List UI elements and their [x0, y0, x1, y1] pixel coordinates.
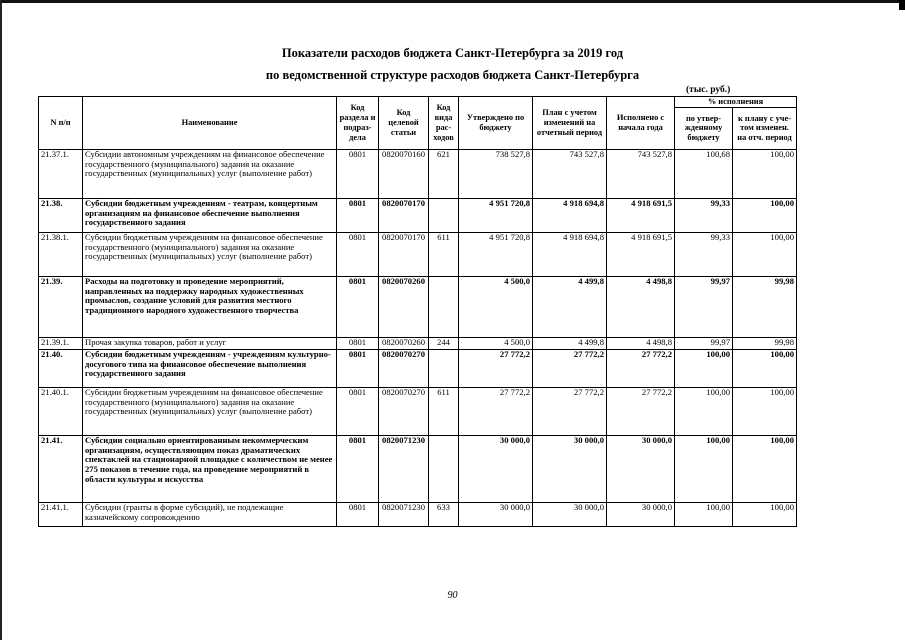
- scan-corner-mark: [899, 0, 905, 10]
- cell-name: Субсидии бюджетным учреждениям на финансовое обеспечение государственного (муниципального) задания на оказание государственных (муниципальных) услуг (выполнение работ): [83, 387, 337, 435]
- cell-pct-plan: 100,00: [733, 387, 797, 435]
- cell-num: 21.38.: [39, 198, 83, 232]
- cell-plan: 30 000,0: [533, 502, 607, 526]
- cell-type: [429, 198, 459, 232]
- cell-approved: 4 951 720,8: [459, 198, 533, 232]
- cell-approved: 4 500,0: [459, 337, 533, 349]
- cell-pct-approved: 100,68: [675, 149, 733, 198]
- cell-plan: 4 918 694,8: [533, 198, 607, 232]
- cell-approved: 4 500,0: [459, 276, 533, 337]
- units-label: (тыс. руб.): [686, 85, 731, 95]
- cell-section: 0801: [337, 232, 379, 276]
- cell-plan: 4 499,8: [533, 337, 607, 349]
- cell-executed: 4 918 691,5: [607, 198, 675, 232]
- header-approved: Утверждено по бюджету: [459, 97, 533, 150]
- cell-plan: 4 918 694,8: [533, 232, 607, 276]
- table-row: [39, 502, 797, 526]
- cell-name: Субсидии автономным учреждениям на финансовое обеспечение государственного (муниципального) задания на оказание государственных (муниципальных) услуг (выполнение работ): [83, 149, 337, 198]
- cell-target: 0820071230: [379, 502, 429, 526]
- cell-name: Субсидии бюджетным учреждениям - театрам, концертным организациям на финансовое обеспечение выполнения государственного задания: [83, 198, 337, 232]
- cell-pct-approved: 100,00: [675, 502, 733, 526]
- table-row: [39, 198, 797, 232]
- cell-executed: 30 000,0: [607, 435, 675, 502]
- cell-num: 21.38.1.: [39, 232, 83, 276]
- cell-plan: 743 527,8: [533, 149, 607, 198]
- cell-type: 611: [429, 387, 459, 435]
- cell-target: 0820070270: [379, 387, 429, 435]
- cell-section: 0801: [337, 435, 379, 502]
- cell-num: 21.37.1.: [39, 149, 83, 198]
- cell-num: 21.41.1.: [39, 502, 83, 526]
- scan-edge-left: [0, 0, 2, 640]
- header-type-code: Код вида рас-ходов: [429, 97, 459, 150]
- cell-executed: 30 000,0: [607, 502, 675, 526]
- cell-pct-plan: 100,00: [733, 149, 797, 198]
- cell-num: 21.41.: [39, 435, 83, 502]
- cell-section: 0801: [337, 387, 379, 435]
- cell-approved: 27 772,2: [459, 387, 533, 435]
- cell-pct-plan: 100,00: [733, 349, 797, 387]
- cell-target: 0820070160: [379, 149, 429, 198]
- cell-name: Субсидии бюджетным учреждениям на финансовое обеспечение государственного (муниципального) задания на оказание государственных (муниципальных) услуг (выполнение работ): [83, 232, 337, 276]
- cell-num: 21.40.1.: [39, 387, 83, 435]
- cell-section: 0801: [337, 198, 379, 232]
- cell-section: 0801: [337, 276, 379, 337]
- header-pct-group: % исполнения: [675, 97, 797, 108]
- cell-name: Прочая закупка товаров, работ и услуг: [83, 337, 337, 349]
- table-row: [39, 276, 797, 337]
- cell-name: Субсидии социально ориентированным некоммерческим организациям, осуществляющим показ драматических спектаклей на стационарной площадке с количеством не менее 275 показов в течение года, на проведение мероприятий в области культуры и искусства: [83, 435, 337, 502]
- cell-pct-plan: 100,00: [733, 502, 797, 526]
- cell-approved: 30 000,0: [459, 435, 533, 502]
- header-section-code: Код раздела и подраз-дела: [337, 97, 379, 150]
- header-pct-plan: к плану с уче-том изменен. на отч. период: [733, 107, 797, 149]
- cell-name: Субсидии (гранты в форме субсидий), не подлежащие казначейскому сопровождению: [83, 502, 337, 526]
- cell-pct-approved: 100,00: [675, 387, 733, 435]
- header-plan: План с учетом изменений на отчетный период: [533, 97, 607, 150]
- document-subtitle: по ведомственной структуре расходов бюджета Санкт-Петербурга: [265, 68, 640, 82]
- cell-type: [429, 349, 459, 387]
- table-row: [39, 349, 797, 387]
- cell-pct-approved: 99,33: [675, 198, 733, 232]
- cell-type: 611: [429, 232, 459, 276]
- header-pct-approved: по утвер-жденному бюджету: [675, 107, 733, 149]
- cell-target: 0820070270: [379, 349, 429, 387]
- header-executed: Исполнено с начала года: [607, 97, 675, 150]
- cell-plan: 4 499,8: [533, 276, 607, 337]
- cell-executed: 27 772,2: [607, 349, 675, 387]
- cell-name: Субсидии бюджетным учреждениям - учреждениям культурно-досугового типа на финансовое обеспечение выполнения государственного задания: [83, 349, 337, 387]
- cell-section: 0801: [337, 337, 379, 349]
- cell-executed: 4 498,8: [607, 276, 675, 337]
- cell-plan: 27 772,2: [533, 387, 607, 435]
- cell-executed: 743 527,8: [607, 149, 675, 198]
- header-num: N п/п: [39, 97, 83, 150]
- document-title: Показатели расходов бюджета Санкт-Петербурга за 2019 год: [281, 46, 624, 60]
- table-row: [39, 149, 797, 198]
- cell-pct-plan: 100,00: [733, 435, 797, 502]
- budget-table: [38, 96, 797, 527]
- table-row: [39, 435, 797, 502]
- cell-approved: 738 527,8: [459, 149, 533, 198]
- cell-pct-approved: 99,97: [675, 276, 733, 337]
- scan-edge-top: [0, 0, 905, 3]
- table-row: [39, 387, 797, 435]
- cell-target: 0820070260: [379, 276, 429, 337]
- cell-pct-plan: 100,00: [733, 232, 797, 276]
- cell-pct-plan: 99,98: [733, 337, 797, 349]
- header-name: Наименование: [83, 97, 337, 150]
- cell-type: 244: [429, 337, 459, 349]
- cell-executed: 27 772,2: [607, 387, 675, 435]
- cell-pct-approved: 99,33: [675, 232, 733, 276]
- table-row: [39, 232, 797, 276]
- cell-executed: 4 498,8: [607, 337, 675, 349]
- cell-name: Расходы на подготовку и проведение мероприятий, направленных на поддержку народных художественных промыслов, создание условий для развития местного традиционного народного художественного творчества: [83, 276, 337, 337]
- cell-plan: 30 000,0: [533, 435, 607, 502]
- cell-pct-plan: 99,98: [733, 276, 797, 337]
- cell-approved: 27 772,2: [459, 349, 533, 387]
- cell-section: 0801: [337, 502, 379, 526]
- cell-type: 621: [429, 149, 459, 198]
- cell-approved: 30 000,0: [459, 502, 533, 526]
- cell-type: [429, 435, 459, 502]
- cell-approved: 4 951 720,8: [459, 232, 533, 276]
- cell-target: 0820070260: [379, 337, 429, 349]
- cell-executed: 4 918 691,5: [607, 232, 675, 276]
- cell-pct-approved: 100,00: [675, 435, 733, 502]
- cell-type: [429, 276, 459, 337]
- cell-pct-approved: 99,97: [675, 337, 733, 349]
- cell-target: 0820071230: [379, 435, 429, 502]
- cell-target: 0820070170: [379, 232, 429, 276]
- cell-type: 633: [429, 502, 459, 526]
- table-row: [39, 337, 797, 349]
- cell-target: 0820070170: [379, 198, 429, 232]
- cell-pct-plan: 100,00: [733, 198, 797, 232]
- header-target-code: Код целевой статьи: [379, 97, 429, 150]
- cell-section: 0801: [337, 349, 379, 387]
- cell-num: 21.39.: [39, 276, 83, 337]
- page-number: 90: [447, 590, 458, 601]
- cell-num: 21.40.: [39, 349, 83, 387]
- cell-pct-approved: 100,00: [675, 349, 733, 387]
- cell-plan: 27 772,2: [533, 349, 607, 387]
- cell-section: 0801: [337, 149, 379, 198]
- cell-num: 21.39.1.: [39, 337, 83, 349]
